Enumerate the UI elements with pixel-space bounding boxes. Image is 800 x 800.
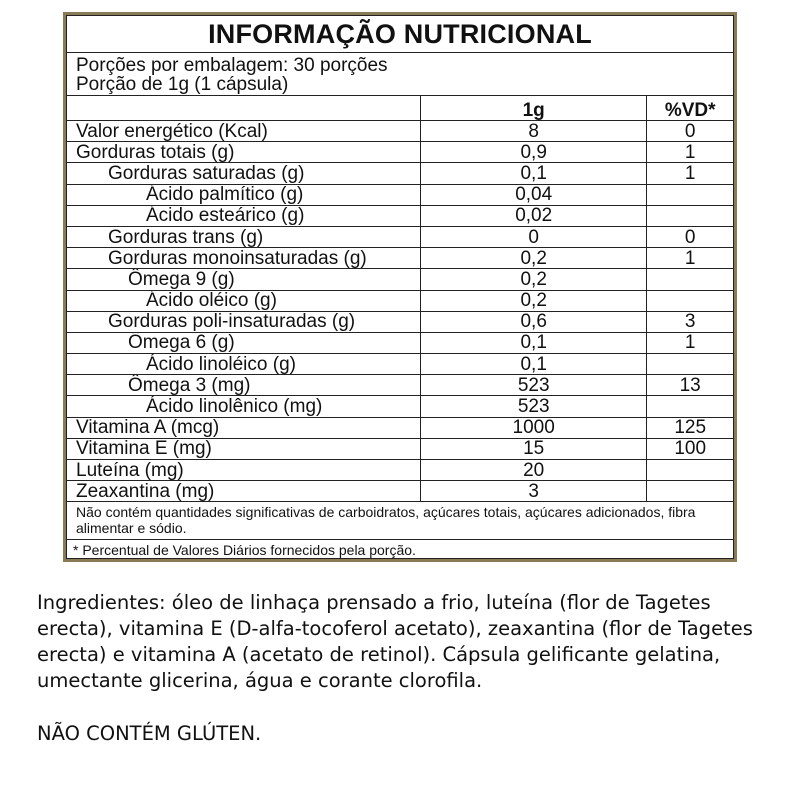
- nutrient-name: Zeaxantina (mg): [67, 481, 421, 502]
- nutrient-name: Ômega 3 (mg): [67, 375, 421, 396]
- nutrient-amount: 523: [421, 375, 647, 396]
- nutrient-amount: 0,2: [421, 248, 647, 269]
- nutrient-amount: 0,1: [421, 354, 647, 375]
- nutrient-dv: [647, 290, 733, 311]
- nutrient-name: Gorduras saturadas (g): [67, 163, 421, 184]
- table-row: [67, 332, 733, 353]
- nutrient-dv: 1: [647, 163, 733, 184]
- table-row: [67, 375, 733, 396]
- table-row: [67, 290, 733, 311]
- nutrient-name: Luteína (mg): [67, 460, 421, 481]
- nutrient-name: Gorduras monoinsaturadas (g): [67, 248, 421, 269]
- nutrient-name: Ômega 9 (g): [67, 269, 421, 290]
- nutrition-label-frame: [63, 12, 737, 562]
- nutrient-name: Vitamina A (mcg): [67, 417, 421, 438]
- table-header-row: [67, 96, 733, 121]
- nutrient-dv: 1: [647, 332, 733, 353]
- serving-size: Porção de 1g (1 cápsula): [76, 74, 289, 95]
- nutrient-dv: 13: [647, 375, 733, 396]
- header-dv: %VD*: [647, 96, 733, 121]
- daily-value-footnote: * Percentual de Valores Diários fornecidos pela porção.: [73, 542, 416, 559]
- table-row: [67, 163, 733, 184]
- nutrient-dv: [647, 205, 733, 226]
- nutrient-name: Ácido palmítico (g): [67, 184, 421, 205]
- serving-info: [67, 53, 733, 96]
- nutrient-name: Gorduras totais (g): [67, 142, 421, 163]
- ingredients-text: Ingredientes: óleo de linhaça prensado a frio, luteína (flor de Tagetes erecta), vitamina E (D-alfa-tocoferol acetato), zeaxantina (flor de Tagetes erecta) e vitamina A (acetato de retinol). Cápsula gelificante gelatina, umectante glicerina, água e corante clorofila.: [37, 591, 753, 692]
- nutrient-name: Gorduras poli-insaturadas (g): [67, 311, 421, 332]
- nutrient-amount: 0,1: [421, 332, 647, 353]
- nutrient-dv: 0: [647, 121, 733, 142]
- nutrient-amount: 0,9: [421, 142, 647, 163]
- nutrient-dv: 1: [647, 248, 733, 269]
- nutrition-label: [66, 15, 734, 559]
- nutrient-amount: 0,1: [421, 163, 647, 184]
- header-name: [67, 96, 421, 121]
- nutrient-amount: 523: [421, 396, 647, 417]
- table-row: [67, 205, 733, 226]
- nutrient-name: Ácido linoléico (g): [67, 354, 421, 375]
- nutrient-dv: 125: [647, 417, 733, 438]
- nutrient-amount: 20: [421, 460, 647, 481]
- nutrient-name: Gorduras trans (g): [67, 226, 421, 247]
- header-amount: 1g: [421, 96, 647, 121]
- table-row: [67, 417, 733, 438]
- table-row: [67, 142, 733, 163]
- nutrient-amount: 0,02: [421, 205, 647, 226]
- table-row: [67, 354, 733, 375]
- table-row: [67, 481, 733, 502]
- nutrition-table: [67, 96, 733, 502]
- nutrient-amount: 0: [421, 226, 647, 247]
- nutrient-amount: 8: [421, 121, 647, 142]
- table-row: [67, 396, 733, 417]
- nutrient-dv: [647, 396, 733, 417]
- servings-per-package: Porções por embalagem: 30 porções: [76, 55, 388, 76]
- label-title: INFORMAÇÃO NUTRICIONAL: [67, 16, 733, 53]
- nutrient-dv: 0: [647, 226, 733, 247]
- nutrient-amount: 3: [421, 481, 647, 502]
- nutrient-dv: [647, 460, 733, 481]
- nutrient-dv: 100: [647, 438, 733, 459]
- table-row: [67, 248, 733, 269]
- nutrient-name: Ácido linolênico (mg): [67, 396, 421, 417]
- nutrient-amount: 0,2: [421, 290, 647, 311]
- nutrient-dv: [647, 269, 733, 290]
- table-row: [67, 226, 733, 247]
- nutrient-amount: 1000: [421, 417, 647, 438]
- nutrient-name: Ômega 6 (g): [67, 332, 421, 353]
- nutrient-name: Ácido oléico (g): [67, 290, 421, 311]
- not-significant-note: Não contém quantidades significativas de carboidratos, açúcares totais, açúcares adicionados, fibra alimentar e sódio.: [67, 502, 733, 540]
- nutrient-name: Vitamina E (mg): [67, 438, 421, 459]
- nutrient-name: Ácido esteárico (g): [67, 205, 421, 226]
- table-row: [67, 438, 733, 459]
- table-row: [67, 121, 733, 142]
- nutrient-amount: 0,6: [421, 311, 647, 332]
- nutrient-amount: 15: [421, 438, 647, 459]
- nutrient-dv: [647, 354, 733, 375]
- table-row: [67, 460, 733, 481]
- nutrient-dv: 1: [647, 142, 733, 163]
- table-row: [67, 269, 733, 290]
- table-row: [67, 184, 733, 205]
- nutrient-dv: 3: [647, 311, 733, 332]
- nutrient-amount: 0,2: [421, 269, 647, 290]
- gluten-notice: NÃO CONTÉM GLÚTEN.: [37, 722, 262, 745]
- nutrient-dv: [647, 481, 733, 502]
- table-row: [67, 311, 733, 332]
- nutrient-dv: [647, 184, 733, 205]
- nutrient-name: Valor energético (Kcal): [67, 121, 421, 142]
- nutrient-amount: 0,04: [421, 184, 647, 205]
